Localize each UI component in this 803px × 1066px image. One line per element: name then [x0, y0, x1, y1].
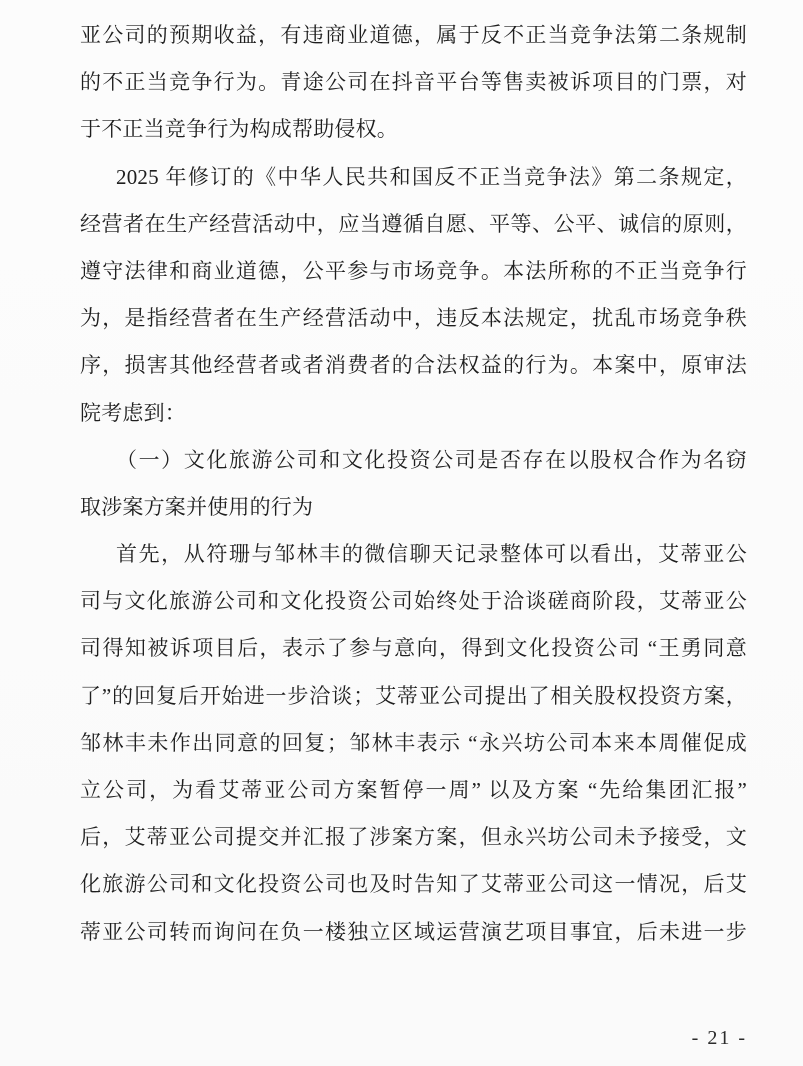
text-line: 司得知被诉项目后，表示了参与意向，得到文化投资公司 “王勇同意 [80, 636, 747, 661]
text-line: 于不正当竞争行为构成帮助侵权。 [80, 117, 398, 142]
document-text-block [80, 12, 747, 956]
text-line: 经营者在生产经营活动中，应当遵循自愿、平等、公平、诚信的原则， [80, 211, 747, 236]
paragraph-4 [80, 531, 747, 956]
text-line: 司与文化旅游公司和文化投资公司始终处于洽谈磋商阶段，艾蒂亚公 [80, 589, 747, 614]
text-line: 邹林丰未作出同意的回复；邹林丰表示 “永兴坊公司本来本周催促成 [80, 730, 747, 755]
text-line: 立公司，为看艾蒂亚公司方案暂停一周” 以及方案 “先给集团汇报” [80, 778, 747, 802]
page-number: - 21 - [691, 1027, 747, 1049]
text-line: （一）文化旅游公司和文化投资公司是否存在以股权合作为名窃 [116, 447, 747, 472]
text-line: 为，是指经营者在生产经营活动中，违反本法规定，扰乱市场竞争秩 [80, 306, 747, 331]
paragraph-1 [80, 12, 747, 154]
text-line: 遵守法律和商业道德，公平参与市场竞争。本法所称的不正当竞争行 [80, 258, 747, 283]
text-line: 蒂亚公司转而询问在负一楼独立区域运营演艺项目事宜，后未进一步 [80, 919, 747, 944]
text-line: 取涉案方案并使用的行为 [80, 494, 314, 519]
text-line: 院考虑到： [80, 400, 186, 425]
text-line: 2025 年修订的《中华人民共和国反不正当竞争法》第二条规定， [116, 164, 747, 189]
text-line: 亚公司的预期收益，有违商业道德，属于反不正当竞争法第二条规制 [80, 23, 747, 47]
text-line: 化旅游公司和文化投资公司也及时告知了艾蒂亚公司这一情况，后艾 [80, 872, 747, 897]
paragraph-2 [80, 154, 747, 437]
text-line: 后，艾蒂亚公司提交并汇报了涉案方案，但永兴坊公司未予接受，文 [80, 825, 747, 850]
text-line: 首先，从符珊与邹林丰的微信聊天记录整体可以看出，艾蒂亚公 [116, 542, 747, 567]
text-line: 序，损害其他经营者或者消费者的合法权益的行为。本案中，原审法 [80, 353, 747, 378]
text-line: 了”的回复后开始进一步洽谈；艾蒂亚公司提出了相关股权投资方案， [80, 683, 747, 708]
paragraph-3-heading [80, 437, 747, 531]
text-line: 的不正当竞争行为。青途公司在抖音平台等售卖被诉项目的门票，对 [80, 70, 747, 95]
